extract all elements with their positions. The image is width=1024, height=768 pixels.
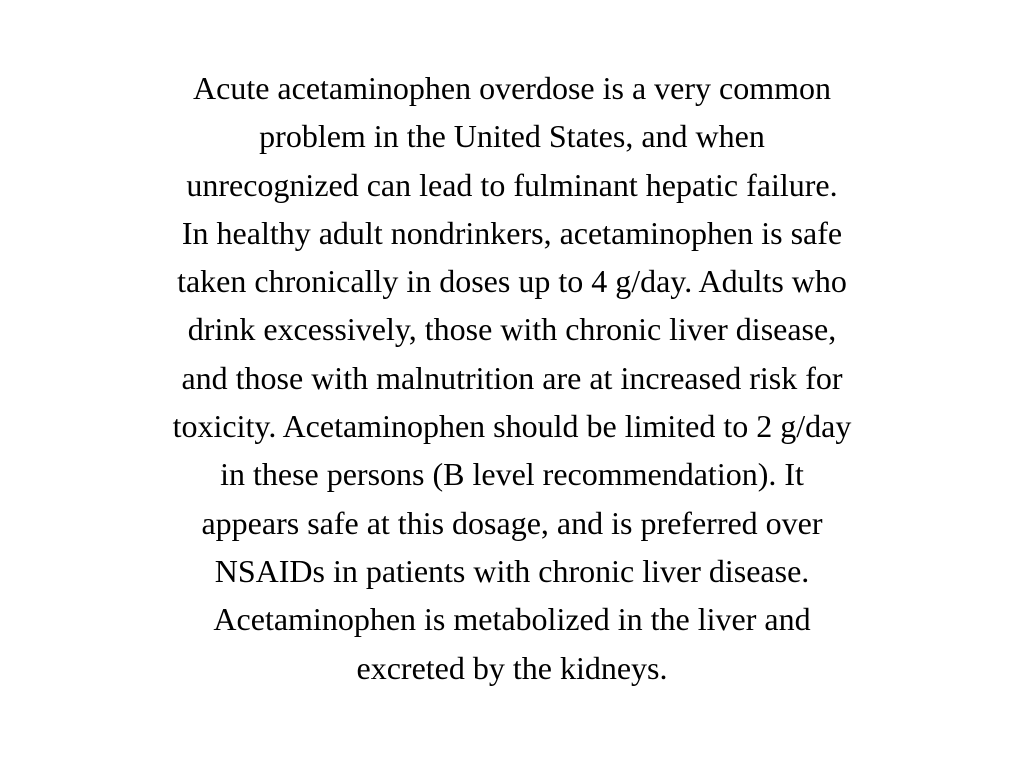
text-line-9: in these persons (B level recommendation). It (220, 456, 804, 493)
text-line-2: problem in the United States, and when (259, 118, 765, 155)
text-line-4: In healthy adult nondrinkers, acetaminophen is safe (181, 214, 843, 251)
text-line-11: NSAIDs in patients with chronic liver disease. (214, 552, 810, 589)
text-line-6: drink excessively, those with chronic liver disease, (187, 311, 837, 348)
text-line-5: taken chronically in doses up to 4 g/day. Adults who (177, 263, 847, 300)
text-line-12: Acetaminophen is metabolized in the liver and (213, 601, 811, 638)
text-line-8: toxicity. Acetaminophen should be limited to 2 g/day (172, 408, 852, 445)
text-line-1: Acute acetaminophen overdose is a very common (193, 70, 831, 106)
text-line-7: and those with malnutrition are at increased risk for (181, 359, 843, 396)
text-line-10: appears safe at this dosage, and is preferred over (201, 504, 823, 541)
slide-body-text (60, 64, 964, 692)
text-line-3: unrecognized can lead to fulminant hepatic failure. (186, 166, 838, 203)
text-line-13: excreted by the kidneys. (356, 649, 668, 686)
